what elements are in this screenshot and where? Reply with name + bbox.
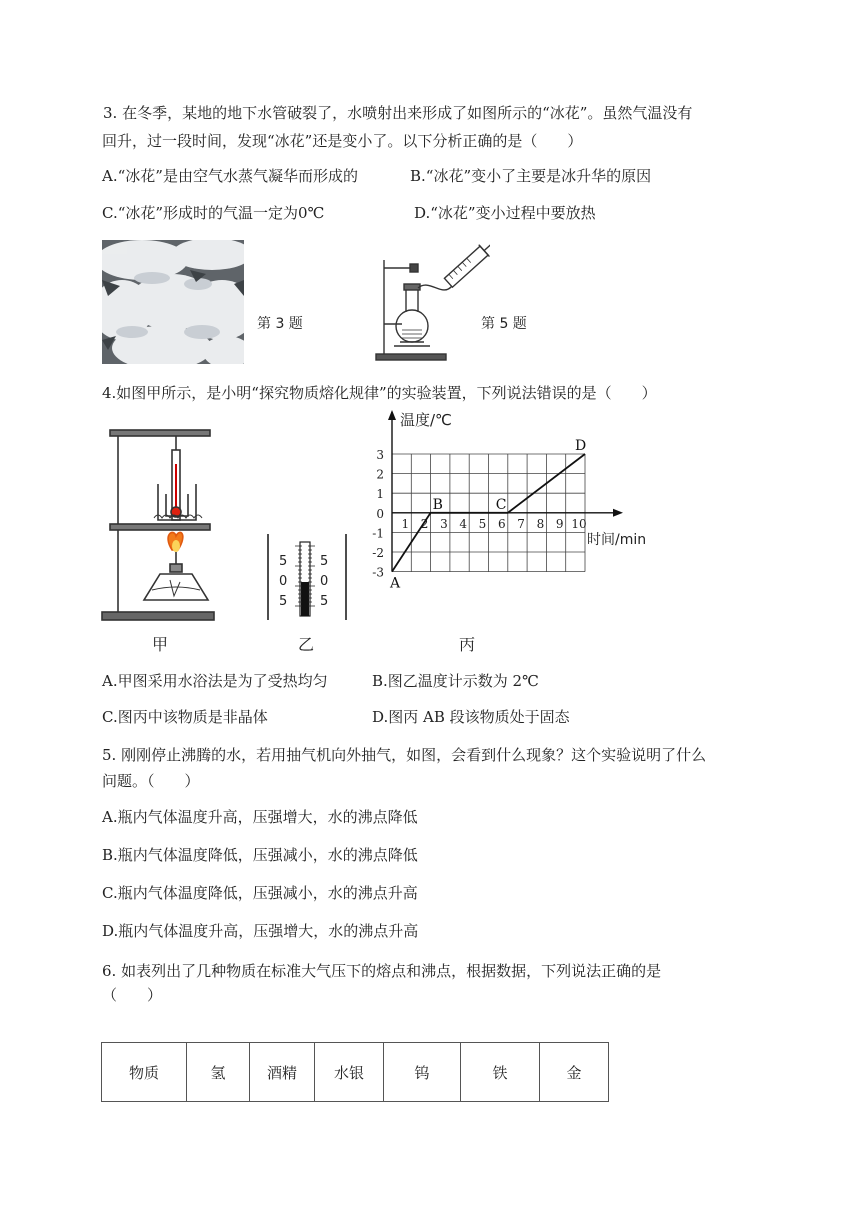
table-cell: 金 <box>540 1043 609 1102</box>
thermo-left-tick-1: 5 <box>279 554 288 569</box>
thermo-right-tick-3: 5 <box>320 594 329 609</box>
q5-stem-line1: 5. 刚刚停止沸腾的水，若用抽气机向外抽气，如图，会看到什么现象？这个实验说明了什么 <box>102 746 707 764</box>
q5-stem-line2: 问题。（ ） <box>102 772 200 790</box>
q3-option-b: B.“冰花”变小了主要是冰升华的原因 <box>410 167 652 185</box>
temperature-time-chart <box>360 402 660 602</box>
x-tick-label: 10 <box>571 516 587 531</box>
q5-option-a: A.瓶内气体温度升高，压强增大，水的沸点降低 <box>102 808 418 826</box>
x-tick-label: 8 <box>536 516 545 531</box>
x-tick-label: 9 <box>555 516 564 531</box>
thermo-right-tick-2: 0 <box>320 574 329 589</box>
q6-stem-line2: （ ） <box>102 986 163 1004</box>
q4-stem: 4.如图甲所示，是小明“探究物质熔化规律”的实验装置，下列说法错误的是（ ） <box>102 384 657 402</box>
vacuum-pump-apparatus <box>372 238 490 366</box>
thermometer-figure <box>262 532 352 622</box>
x-tick-label: 6 <box>497 516 506 531</box>
y-tick-label: 0 <box>376 506 384 521</box>
table-cell: 氢 <box>187 1043 250 1102</box>
q5-option-b: B.瓶内气体温度降低，压强减小，水的沸点降低 <box>102 846 418 864</box>
q5-option-c: C.瓶内气体温度降低，压强减小，水的沸点升高 <box>102 884 418 902</box>
q6-stem-line1: 6. 如表列出了几种物质在标准大气压下的熔点和沸点，根据数据，下列说法正确的是 <box>102 962 662 980</box>
q4-option-b: B.图乙温度计示数为 2℃ <box>372 672 539 690</box>
table-header-row <box>102 1043 609 1102</box>
table-cell: 酒精 <box>250 1043 315 1102</box>
y-tick-label: -1 <box>372 526 384 541</box>
y-tick-label: -3 <box>372 565 384 580</box>
q4-option-a: A.甲图采用水浴法是为了受热均匀 <box>102 672 328 690</box>
y-tick-label: -2 <box>372 546 384 560</box>
table-cell: 铁 <box>461 1043 540 1102</box>
y-tick-label: 1 <box>376 487 384 502</box>
thermo-left-tick-2: 0 <box>279 574 288 589</box>
point-label-b: B <box>432 496 443 513</box>
x-tick-label: 3 <box>440 516 448 531</box>
point-label-c: C <box>495 496 507 513</box>
q5-option-d: D.瓶内气体温度升高，压强增大，水的沸点升高 <box>102 922 419 940</box>
y-tick-label: 3 <box>376 448 384 462</box>
q4-option-d: D.图丙 AB 段该物质处于固态 <box>372 708 570 726</box>
q3-option-a: A.“冰花”是由空气水蒸气凝华而形成的 <box>102 167 358 185</box>
q3-option-d: D.“冰花”变小过程中要放热 <box>414 204 596 222</box>
y-axis-label: 温度/℃ <box>400 411 452 429</box>
x-tick-label: 4 <box>459 516 468 531</box>
q3-figure-label: 第 3 题 <box>257 316 303 332</box>
thermo-left-tick-3: 5 <box>279 594 288 609</box>
y-axis-arrow <box>388 410 396 420</box>
point-label-a: A <box>390 575 401 592</box>
table-cell: 物质 <box>102 1043 187 1102</box>
y-tick-label: 2 <box>376 467 384 482</box>
x-axis-arrow <box>613 509 623 517</box>
q3-option-c: C.“冰花”形成时的气温一定为0℃ <box>102 204 325 222</box>
caption-bing: 丙 <box>459 635 476 654</box>
melting-boiling-table <box>101 1042 609 1102</box>
table-cell: 水银 <box>315 1043 384 1102</box>
ice-flower-photo <box>102 240 244 364</box>
x-tick-label: 5 <box>478 516 487 531</box>
q4-option-c: C.图丙中该物质是非晶体 <box>102 708 268 726</box>
thermo-right-tick-1: 5 <box>320 554 329 569</box>
q3-stem-line2: 回升，过一段时间，发现“冰花”还是变小了。以下分析正确的是（ ） <box>102 132 583 150</box>
caption-yi: 乙 <box>298 635 315 654</box>
point-label-d: D <box>575 438 587 454</box>
melting-apparatus <box>100 424 218 624</box>
q3-stem-line1: 3. 在冬季，某地的地下水管破裂了，水喷射出来形成了如图所示的“冰花”。虽然气温没有 <box>103 104 693 122</box>
caption-jia: 甲 <box>152 635 169 654</box>
x-tick-label: 7 <box>517 516 525 531</box>
x-tick-label: 2 <box>420 516 429 531</box>
table-cell: 钨 <box>384 1043 461 1102</box>
x-tick-label: 1 <box>401 516 410 531</box>
q5-figure-label: 第 5 题 <box>481 316 527 332</box>
x-axis-label: 时间/min <box>587 531 647 548</box>
